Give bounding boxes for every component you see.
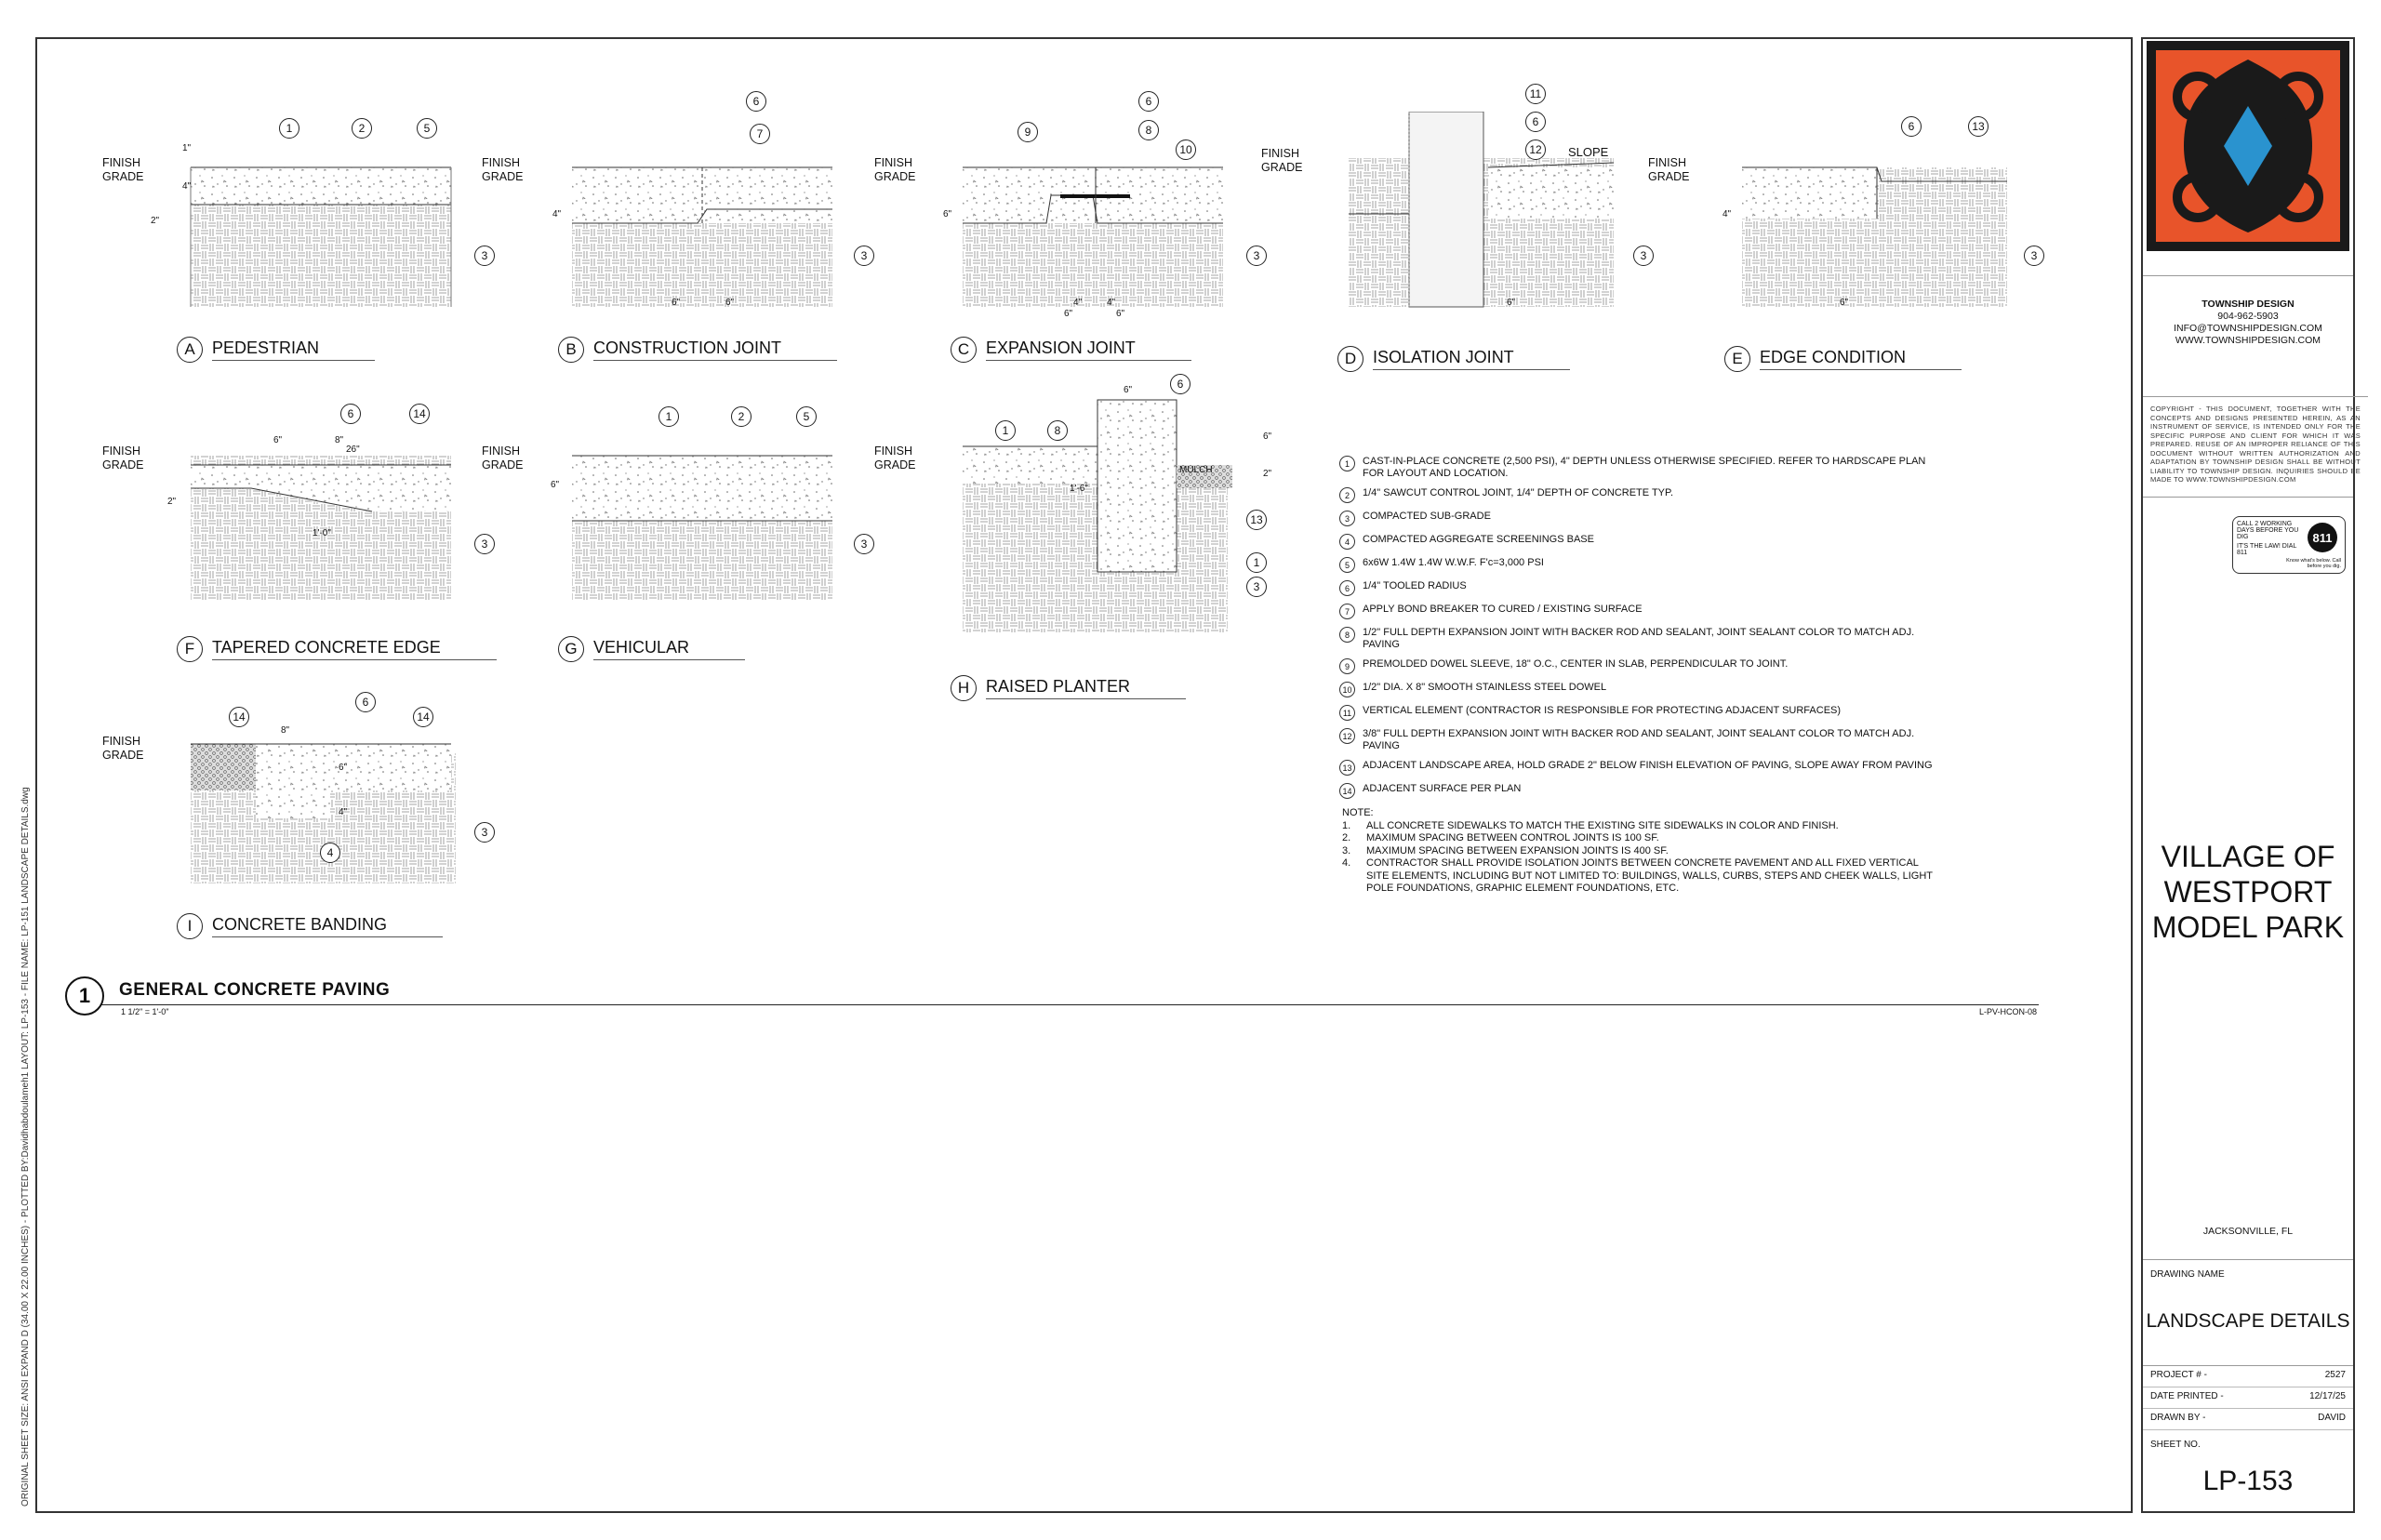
- legend-item: [1339, 534, 1935, 550]
- drawing-title-bar: [67, 978, 2039, 1005]
- call-811-section: [2143, 497, 2353, 615]
- callout: 10: [1176, 139, 1196, 160]
- detail-letter: E: [1724, 346, 1750, 372]
- company-email: INFO@TOWNSHIPDESIGN.COM: [2174, 323, 2322, 334]
- legend-number: 3: [1339, 511, 1355, 526]
- callout: 1: [279, 118, 299, 139]
- note-number: 2.: [1342, 832, 1351, 843]
- callout: 13: [1246, 510, 1267, 530]
- callout: 3: [474, 822, 495, 843]
- info-value: 2527: [2324, 1370, 2346, 1380]
- dimension: 1'-6": [1070, 484, 1088, 494]
- finish-grade-label: FINISH GRADE: [874, 156, 916, 183]
- detail-i-section: [186, 725, 465, 888]
- detail-title: TAPERED CONCRETE EDGE: [212, 638, 497, 660]
- legend-number: 9: [1339, 658, 1355, 674]
- detail-letter: F: [177, 636, 203, 662]
- detail-a-section: [186, 139, 465, 312]
- detail-letter: H: [951, 675, 977, 701]
- detail-title: CONCRETE BANDING: [212, 915, 443, 937]
- legend-text: ADJACENT SURFACE PER PLAN: [1363, 783, 1522, 794]
- finish-grade-label: FINISH GRADE: [482, 156, 524, 183]
- dimension: 6": [1064, 309, 1073, 319]
- info-key: DRAWN BY -: [2150, 1413, 2206, 1423]
- legend-text: CAST-IN-PLACE CONCRETE (2,500 PSI), 4" DEPTH UNLESS OTHERWISE SPECIFIED. REFER TO HARDSCAPE PLAN FOR LAYOUT AND LOCATION.: [1363, 456, 1926, 479]
- legend-item: [1339, 511, 1935, 526]
- dimension: 1": [182, 143, 192, 153]
- detail-title: CONSTRUCTION JOINT: [593, 339, 837, 361]
- legend-item: [1339, 728, 1935, 752]
- dimension: 4": [1723, 209, 1732, 219]
- detail-letter: A: [177, 337, 203, 363]
- detail-letter: B: [558, 337, 584, 363]
- legend-item: [1339, 557, 1935, 573]
- info-value: DAVID: [2318, 1413, 2346, 1423]
- dimension: 6": [943, 209, 952, 219]
- callout: 5: [796, 406, 817, 427]
- company-info: [2143, 275, 2353, 410]
- drawing-name-label: DRAWING NAME: [2150, 1269, 2225, 1280]
- callout: 9: [1018, 122, 1038, 142]
- badge-text: Know what's below. Call before you dig.: [2286, 558, 2341, 569]
- legend-text: 3/8" FULL DEPTH EXPANSION JOINT WITH BACKER ROD AND SEALANT, JOINT SEALANT COLOR TO MATCH ADJ. PAVING: [1363, 728, 1915, 751]
- note-item: [1342, 845, 1937, 858]
- drawing-scale: 1 1/2" = 1'-0": [121, 1007, 169, 1016]
- dimension: 6": [1124, 385, 1133, 395]
- note-item: [1342, 832, 1937, 845]
- drawing-number: 1: [65, 976, 104, 1016]
- note-number: 4.: [1342, 857, 1351, 869]
- dimension: 2": [151, 216, 160, 226]
- legend-item: [1339, 604, 1935, 619]
- legend-text: COMPACTED SUB-GRADE: [1363, 511, 1491, 522]
- note-text: CONTRACTOR SHALL PROVIDE ISOLATION JOINTS BETWEEN CONCRETE PAVEMENT AND ALL FIXED VERTICAL SITE ELEMENTS, INCLUDING BUT NOT LIMITED TO: BUILDINGS, WALLS, CURBS, STEPS AND CHEEK WALLS, LIGHT POLE FOUNDATIONS, GRAPHIC ELEMENT FOUNDATIONS, ETC.: [1366, 857, 1933, 894]
- dimension: 6": [672, 298, 681, 308]
- dimension: 6": [273, 435, 283, 445]
- detail-title: RAISED PLANTER: [986, 677, 1186, 699]
- note-item: [1342, 857, 1937, 896]
- legend-text: ADJACENT LANDSCAPE AREA, HOLD GRADE 2" BELOW FINISH ELEVATION OF PAVING, SLOPE AWAY FROM PAVING: [1363, 760, 1933, 771]
- callout: 6: [1138, 91, 1159, 112]
- detail-label-b: [558, 337, 837, 363]
- legend-item: [1339, 658, 1935, 674]
- company-website: WWW.TOWNSHIPDESIGN.COM: [2175, 335, 2321, 346]
- callout: 6: [1525, 112, 1546, 132]
- legend-number: 2: [1339, 487, 1355, 503]
- callout: 13: [1968, 116, 1989, 137]
- detail-title: PEDESTRIAN: [212, 339, 375, 361]
- callout: 3: [2024, 246, 2044, 266]
- drawing-name: LANDSCAPE DETAILS: [2146, 1310, 2350, 1332]
- detail-d-section: [1349, 112, 1628, 312]
- callout: 14: [229, 707, 249, 727]
- callout: 3: [474, 246, 495, 266]
- detail-title: VEHICULAR: [593, 638, 745, 660]
- detail-letter: G: [558, 636, 584, 662]
- legend-number: 8: [1339, 627, 1355, 643]
- legend-number: 5: [1339, 557, 1355, 573]
- legend-number: 12: [1339, 728, 1355, 744]
- detail-title: EDGE CONDITION: [1760, 348, 1962, 370]
- finish-grade-label: FINISH GRADE: [1261, 147, 1303, 174]
- drawing-title: GENERAL CONCRETE PAVING: [119, 980, 391, 1000]
- info-row: [2143, 1387, 2353, 1409]
- project-name: VILLAGE OF WESTPORT MODEL PARK: [2151, 840, 2345, 944]
- detail-title: EXPANSION JOINT: [986, 339, 1191, 361]
- legend-item: [1339, 627, 1935, 651]
- detail-label-d: [1337, 346, 1570, 372]
- legend-text: PREMOLDED DOWEL SLEEVE, 18" O.C., CENTER IN SLAB, PERPENDICULAR TO JOINT.: [1363, 658, 1789, 670]
- legend-number: 7: [1339, 604, 1355, 619]
- finish-grade-label: FINISH GRADE: [102, 156, 144, 183]
- dimension: 6": [725, 298, 735, 308]
- legend-item: [1339, 760, 1935, 776]
- detail-label-i: [177, 913, 443, 939]
- detail-b-section: [567, 139, 846, 316]
- detail-label-g: [558, 636, 745, 662]
- detail-g-section: [567, 437, 846, 609]
- dimension: 1'-0": [313, 528, 331, 538]
- legend-text: 1/2" DIA. X 8" SMOOTH STAINLESS STEEL DOWEL: [1363, 682, 1607, 693]
- slope-label: SLOPE: [1568, 145, 1609, 159]
- callout-legend: [1339, 456, 1935, 806]
- detail-f-section: [186, 437, 465, 609]
- callout: 8: [1047, 420, 1068, 441]
- callout: 4: [320, 843, 340, 863]
- callout: 8: [1138, 120, 1159, 140]
- detail-letter: C: [951, 337, 977, 363]
- dimension: 6": [1116, 309, 1125, 319]
- callout: 1: [1246, 552, 1267, 573]
- legend-text: VERTICAL ELEMENT (CONTRACTOR IS RESPONSIBLE FOR PROTECTING ADJACENT SURFACES): [1363, 705, 1842, 716]
- finish-grade-label: FINISH GRADE: [874, 445, 916, 471]
- sheet-number-label: SHEET NO.: [2150, 1440, 2201, 1450]
- detail-c-section: [958, 139, 1237, 316]
- callout: 11: [1525, 84, 1546, 104]
- callout: 6: [355, 692, 376, 712]
- dimension: 4": [1107, 298, 1116, 308]
- detail-e-section: [1737, 139, 2016, 316]
- callout: 6: [746, 91, 766, 112]
- finish-grade-label: FINISH GRADE: [102, 445, 144, 471]
- detail-label-e: [1724, 346, 1962, 372]
- callout: 2: [731, 406, 752, 427]
- dimension: 4": [1073, 298, 1083, 308]
- project-info: [2143, 1365, 2353, 1440]
- detail-letter: D: [1337, 346, 1363, 372]
- dimension: 4": [339, 807, 348, 817]
- legend-item: [1339, 487, 1935, 503]
- finish-grade-label: FINISH GRADE: [102, 735, 144, 762]
- dimension: 6": [1507, 298, 1516, 308]
- legend-item: [1339, 682, 1935, 697]
- detail-code: L-PV-HCON-08: [1979, 1007, 2038, 1016]
- note-text: ALL CONCRETE SIDEWALKS TO MATCH THE EXISTING SITE SIDEWALKS IN COLOR AND FINISH.: [1366, 819, 1839, 831]
- note-item: [1342, 820, 1937, 833]
- badge-text: IT'S THE LAW! DIAL 811: [2237, 543, 2297, 556]
- callout: 14: [409, 404, 430, 424]
- callout: 6: [340, 404, 361, 424]
- copyright-notice: COPYRIGHT - THIS DOCUMENT, TOGETHER WITH THE CONCEPTS AND DESIGNS PRESENTED HEREIN, AS AN INSTRUMENT OF SERVICE, IS INTENDED ONLY FOR THE SPECIFIC PURPOSE AND CLIENT FOR WHICH IT WAS PREPARED. REUSE OF AN IMPROPER RELIANCE OF THIS DOCUMENT WITHOUT WRITTEN AUTHORIZATION AND ADAPTATION BY TOWNSHIP DESIGN SHALL BE WITHOUT LIABILITY TO TOWNSHIP DESIGN. INQUIRIES SHOULD BE MADE TO WWW.TOWNSHIPDESIGN.COM: [2143, 396, 2368, 505]
- title-block: [2141, 37, 2361, 1513]
- dimension: 6": [339, 763, 348, 773]
- township-design-logo: [2147, 41, 2349, 251]
- dimension: 6": [551, 480, 560, 490]
- general-notes: [1342, 807, 1937, 896]
- callout: 7: [750, 124, 770, 144]
- badge-text: CALL 2 WORKING DAYS BEFORE YOU DIG: [2237, 521, 2299, 540]
- legend-item: [1339, 456, 1935, 480]
- detail-label-f: [177, 636, 497, 662]
- dimension: 6": [1840, 298, 1849, 308]
- detail-letter: I: [177, 913, 203, 939]
- detail-label-a: [177, 337, 375, 363]
- dimension: 2": [1263, 469, 1272, 479]
- callout: 2: [352, 118, 372, 139]
- note-number: 3.: [1342, 844, 1351, 856]
- dimension: 8": [335, 435, 344, 445]
- legend-item: [1339, 705, 1935, 721]
- call-811-badge: [2232, 516, 2346, 574]
- dimension: 4": [552, 209, 562, 219]
- legend-number: 1: [1339, 456, 1355, 471]
- legend-number: 14: [1339, 783, 1355, 799]
- legend-number: 6: [1339, 580, 1355, 596]
- note-text: MAXIMUM SPACING BETWEEN EXPANSION JOINTS IS 400 SF.: [1366, 844, 1669, 856]
- dimension: 26": [346, 445, 360, 455]
- detail-label-c: [951, 337, 1191, 363]
- legend-text: COMPACTED AGGREGATE SCREENINGS BASE: [1363, 534, 1594, 545]
- plot-info-text: ORIGINAL SHEET SIZE: ANSI EXPAND D (34.00 X 22.00 INCHES) - PLOTTED BY:Davidhabdoulameh1 LAYOUT: LP-153 - FILE NAME: LP-151 LANDSCAPE DETAILS.dwg: [20, 787, 31, 1507]
- dimension: 6": [1263, 431, 1272, 442]
- legend-item: [1339, 783, 1935, 799]
- callout: 14: [413, 707, 433, 727]
- company-name: TOWNSHIP DESIGN: [2201, 299, 2295, 310]
- callout: 12: [1525, 139, 1546, 160]
- callout: 5: [417, 118, 437, 139]
- callout: 3: [1633, 246, 1654, 266]
- detail-title: ISOLATION JOINT: [1373, 348, 1570, 370]
- info-value: 12/17/25: [2309, 1391, 2346, 1401]
- callout: 3: [854, 534, 874, 554]
- info-key: PROJECT # -: [2150, 1370, 2207, 1380]
- mulch-label: MULCH: [1179, 465, 1213, 475]
- 811-icon: 811: [2308, 523, 2337, 552]
- note-number: 1.: [1342, 819, 1351, 831]
- dimension: 2": [167, 497, 177, 507]
- drawing-name-section: [2143, 1259, 2353, 1362]
- legend-text: 1/4" SAWCUT CONTROL JOINT, 1/4" DEPTH OF CONCRETE TYP.: [1363, 487, 1673, 498]
- note-text: MAXIMUM SPACING BETWEEN CONTROL JOINTS IS 100 SF.: [1366, 832, 1659, 843]
- info-row: [2143, 1409, 2353, 1430]
- legend-number: 10: [1339, 682, 1355, 697]
- finish-grade-label: FINISH GRADE: [482, 445, 524, 471]
- callout: 3: [1246, 577, 1267, 597]
- finish-grade-label: FINISH GRADE: [1648, 156, 1690, 183]
- callout: 3: [1246, 246, 1267, 266]
- dimension: 8": [281, 725, 290, 736]
- callout: 3: [474, 534, 495, 554]
- legend-text: 6x6W 1.4W 1.4W W.W.F. F'c=3,000 PSI: [1363, 557, 1544, 568]
- legend-text: 1/2" FULL DEPTH EXPANSION JOINT WITH BACKER ROD AND SEALANT, JOINT SEALANT COLOR TO MATCH ADJ. PAVING: [1363, 627, 1915, 650]
- callout: 1: [995, 420, 1016, 441]
- callout: 6: [1901, 116, 1922, 137]
- info-key: DATE PRINTED -: [2150, 1391, 2224, 1401]
- sheet-number: LP-153: [2202, 1466, 2294, 1496]
- dimension: 4": [182, 181, 192, 192]
- company-phone: 904-962-5903: [2217, 311, 2279, 322]
- callout: 6: [1170, 374, 1190, 394]
- notes-heading: NOTE:: [1342, 807, 1374, 818]
- legend-text: APPLY BOND BREAKER TO CURED / EXISTING SURFACE: [1363, 604, 1643, 615]
- info-row: [2143, 1366, 2353, 1387]
- callout: 1: [658, 406, 679, 427]
- legend-text: 1/4" TOOLED RADIUS: [1363, 580, 1467, 591]
- legend-number: 11: [1339, 705, 1355, 721]
- legend-number: 4: [1339, 534, 1355, 550]
- legend-item: [1339, 580, 1935, 596]
- callout: 3: [854, 246, 874, 266]
- detail-label-h: [951, 675, 1186, 701]
- project-city: JACKSONVILLE, FL: [2202, 1226, 2294, 1237]
- legend-number: 13: [1339, 760, 1355, 776]
